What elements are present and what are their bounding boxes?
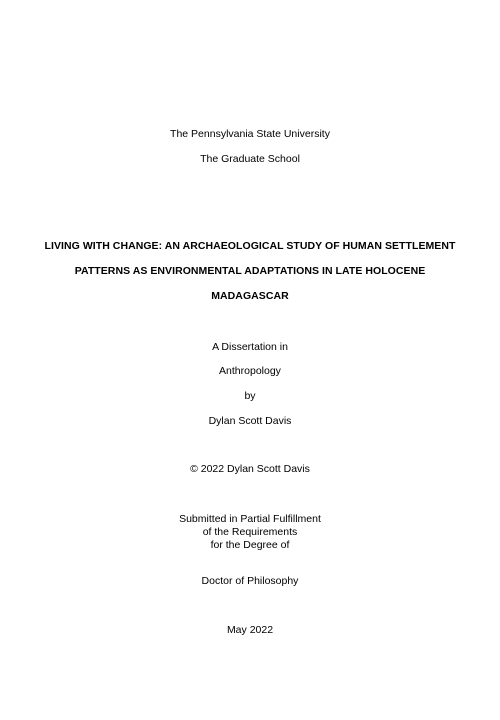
- graduate-school: The Graduate School: [200, 153, 300, 165]
- dissertation-field: Anthropology: [219, 365, 281, 377]
- dissertation-title-line-3: MADAGASCAR: [211, 290, 289, 302]
- submission-line-1: Submitted in Partial Fulfillment: [179, 513, 321, 525]
- university-name: The Pennsylvania State University: [170, 128, 330, 140]
- degree-name: Doctor of Philosophy: [201, 575, 299, 587]
- copyright-notice: © 2022 Dylan Scott Davis: [190, 463, 310, 475]
- submission-date: May 2022: [226, 624, 274, 636]
- submission-line-3: for the Degree of: [210, 539, 290, 551]
- author-name: Dylan Scott Davis: [208, 415, 292, 427]
- submission-line-2: of the Requirements: [202, 526, 298, 538]
- dissertation-type: A Dissertation in: [212, 341, 288, 353]
- dissertation-title-line-2: PATTERNS AS ENVIRONMENTAL ADAPTATIONS IN LATE HOLOCENE: [74, 265, 426, 277]
- by-label: by: [244, 390, 256, 402]
- dissertation-title-line-1: LIVING WITH CHANGE: AN ARCHAEOLOGICAL STUDY OF HUMAN SETTLEMENT: [44, 240, 456, 252]
